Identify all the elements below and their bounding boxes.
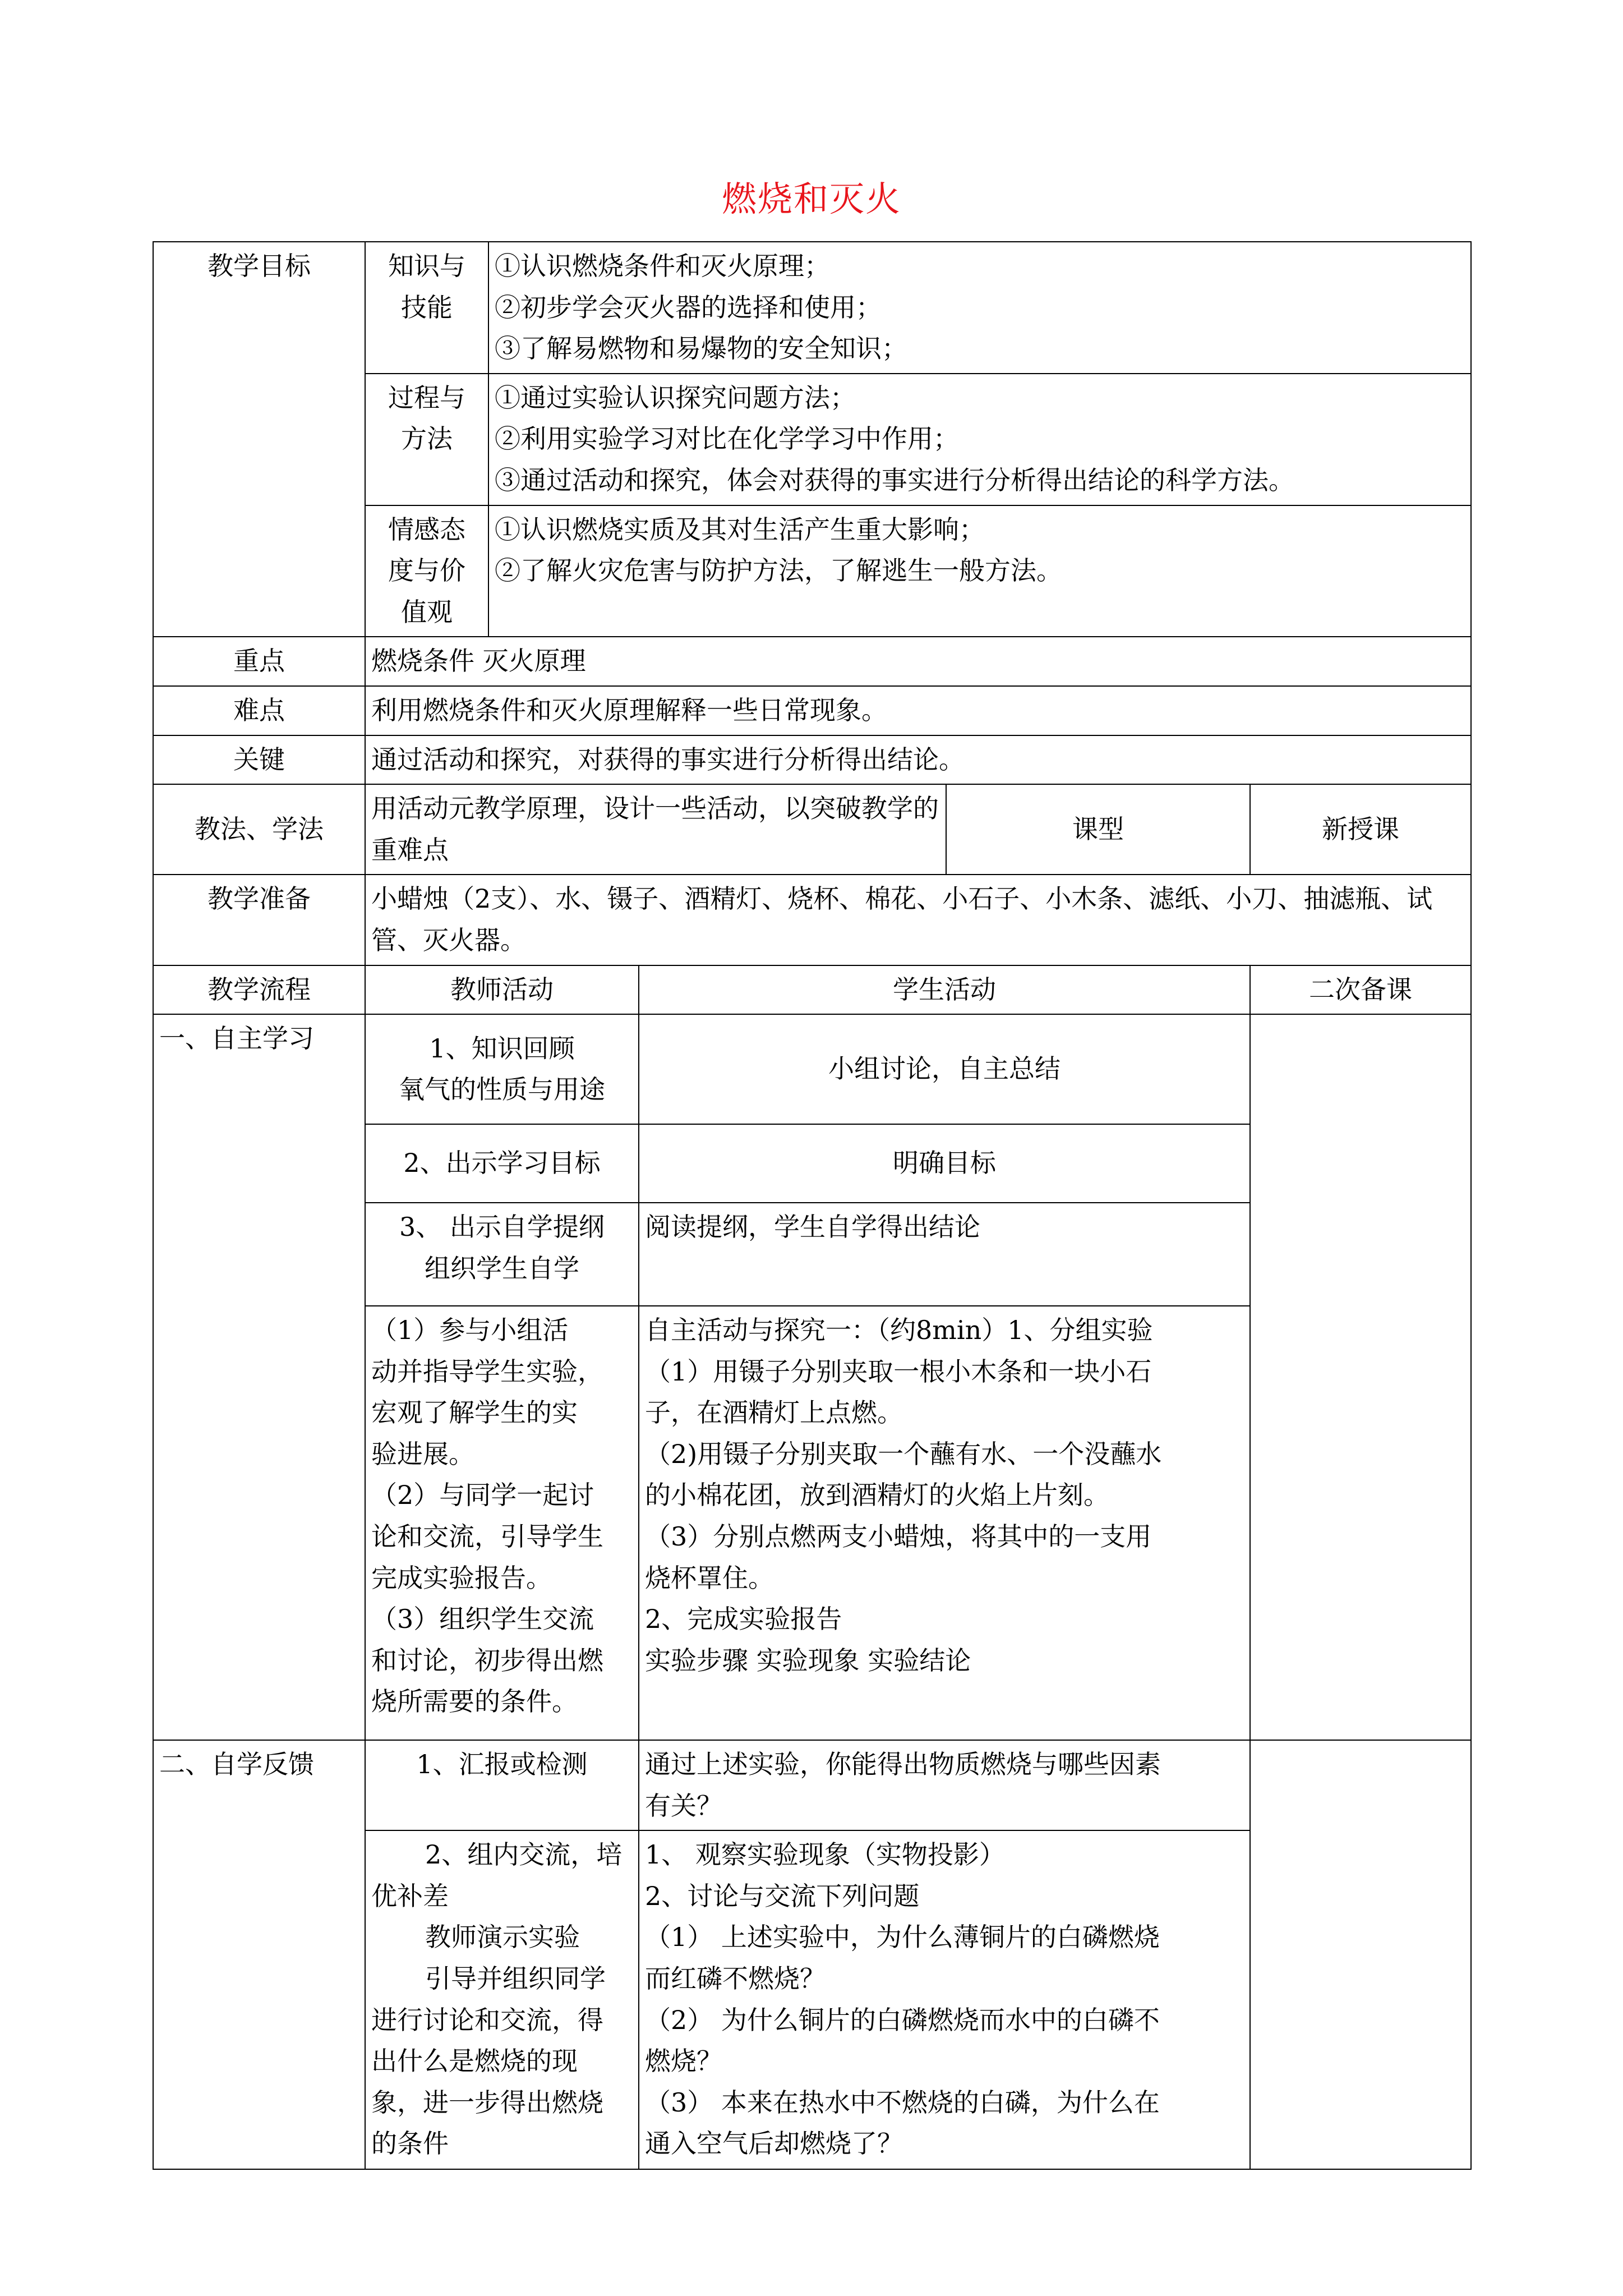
second-prep-cell [1250,1740,1471,2169]
second-prep-cell [1250,1014,1471,1740]
lesson-plan-table [153,241,1472,2170]
key-value: 通过活动和探究，对获得的事实进行分析得出结论。 [365,735,1471,785]
lesson-type-label: 课型 [946,784,1250,875]
student-activity: 通过上述实验，你能得出物质燃烧与哪些因素 有关？ [639,1740,1250,1830]
flow-header: 教学流程 [153,965,365,1015]
difficulty-label: 难点 [153,686,365,735]
key-row [153,735,1471,785]
method-row [153,784,1471,875]
method-label: 教法、学法 [153,784,365,875]
objective-items: ①通过实验认识探究问题方法； ②利用实验学习对比在化学学习中作用； ③通过活动和探究，体会对获得的事实进行分析得出结论的科学方法。 [488,374,1471,505]
student-activity: 明确目标 [639,1124,1250,1203]
flow-header: 学生活动 [639,965,1250,1015]
key-point-value: 燃烧条件 灭火原理 [365,637,1471,686]
objectives-label: 教学目标 [153,242,365,637]
flow-row [153,1014,1471,1124]
key-label: 关键 [153,735,365,785]
section-label: 一、自主学习 [153,1014,365,1740]
teacher-activity: 3、 出示自学提纲 组织学生自学 [365,1203,639,1306]
difficulty-value: 利用燃烧条件和灭火原理解释一些日常现象。 [365,686,1471,735]
objective-group-label: 过程与 方法 [365,374,488,505]
preparation-label: 教学准备 [153,875,365,965]
teacher-activity: 1、知识回顾 氧气的性质与用途 [365,1014,639,1124]
method-value: 用活动元教学原理，设计一些活动，以突破教学的重难点 [365,784,946,875]
key-point-label: 重点 [153,637,365,686]
lesson-type-value: 新授课 [1250,784,1471,875]
flow-row [153,1740,1471,1830]
difficulty-row [153,686,1471,735]
teacher-activity: 2、组内交流，培 优补差 教师演示实验 引导并组织同学 进行讨论和交流，得 出什么是燃烧的现 象，进一步得出燃烧 的条件 [365,1830,639,2169]
flow-header: 教师活动 [365,965,639,1015]
key-point-row [153,637,1471,686]
student-activity: 小组讨论，自主总结 [639,1014,1250,1124]
teacher-activity: 2、出示学习目标 [365,1124,639,1203]
student-activity: 阅读提纲，学生自学得出结论 [639,1203,1250,1306]
objective-group-label: 情感态 度与价 值观 [365,505,488,637]
preparation-value: 小蜡烛（2支）、水、镊子、酒精灯、烧杯、棉花、小石子、小木条、滤纸、小刀、抽滤瓶、试管、灭火器。 [365,875,1471,965]
flow-header-row [153,965,1471,1015]
page-title: 燃烧和灭火 [721,178,901,219]
objectives-row-knowledge [153,242,1471,374]
student-activity: 1、 观察实验现象（实物投影） 2、讨论与交流下列问题 （1） 上述实验中，为什么薄铜片的白磷燃烧 而红磷不燃烧？ （2） 为什么铜片的白磷燃烧而水中的白磷不 燃烧？ （3） 本来在热水中不燃烧的白磷，为什么在 通入空气后却燃烧了？ [639,1830,1250,2169]
preparation-row [153,875,1471,965]
objective-items: ①认识燃烧实质及其对生活产生重大影响； ②了解火灾危害与防护方法，了解逃生一般方法。 [488,505,1471,637]
teacher-activity: （1）参与小组活 动并指导学生实验， 宏观了解学生的实 验进展。 （2）与同学一起讨 论和交流，引导学生 完成实验报告。 （3）组织学生交流 和讨论，初步得出燃 烧所需要的条件。 [365,1306,639,1740]
objective-group-label: 知识与 技能 [365,242,488,374]
flow-header: 二次备课 [1250,965,1471,1015]
teacher-activity: 1、汇报或检测 [365,1740,639,1830]
section-label: 二、自学反馈 [153,1740,365,2169]
student-activity: 自主活动与探究一：（约8min）1、分组实验 （1）用镊子分别夹取一根小木条和一块小石 子，在酒精灯上点燃。 （2)用镊子分别夹取一个蘸有水、一个没蘸水 的小棉花团，放到酒精灯的火焰上片刻。 （3）分别点燃两支小蜡烛，将其中的一支用 烧杯罩住。 2、完成实验报告 实验步骤 实验现象 实验结论 [639,1306,1250,1740]
objective-items: ①认识燃烧条件和灭火原理； ②初步学会灭火器的选择和使用； ③了解易燃物和易爆物的安全知识； [488,242,1471,374]
